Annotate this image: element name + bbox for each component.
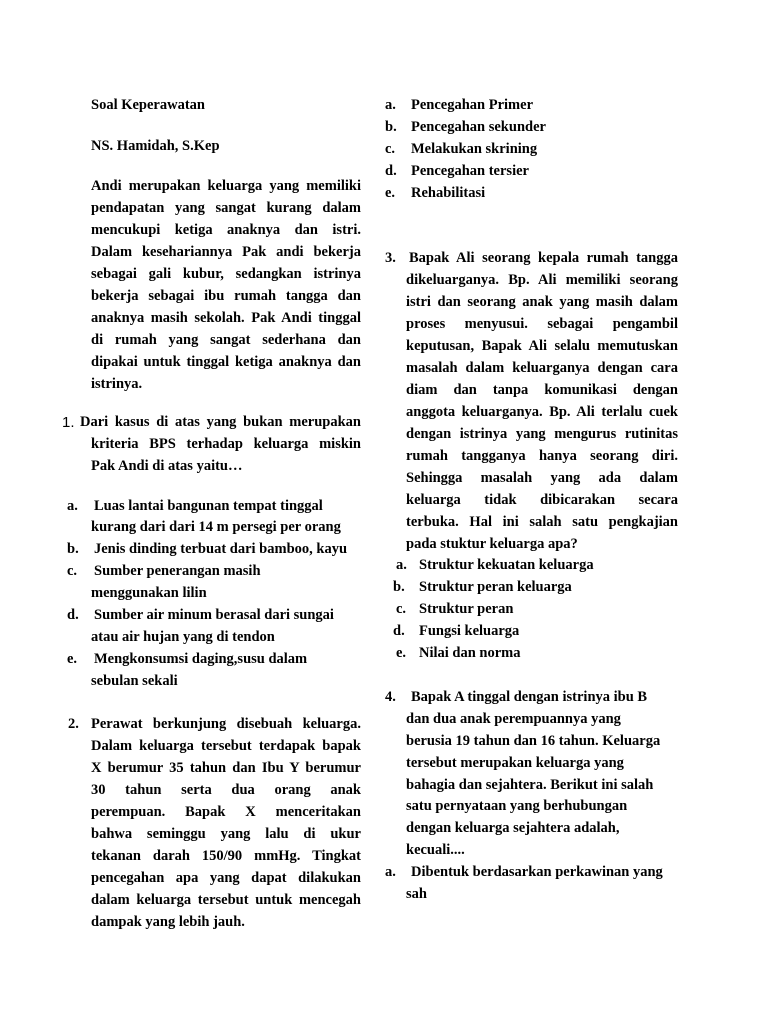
question-line: dan dua anak perempuannya yang <box>406 711 621 727</box>
question-line: tersebut merupakan keluarga yang <box>406 755 624 771</box>
case-line: dipakai untuk tinggal ketiga anaknya dan <box>91 354 361 370</box>
option-letter: a. <box>396 557 407 573</box>
question-number: 1. <box>62 414 75 431</box>
option-letter: d. <box>385 163 397 179</box>
option-letter: d. <box>393 623 405 639</box>
option-text: Struktur peran <box>419 601 514 617</box>
option-letter: a. <box>67 498 78 514</box>
option-letter: e. <box>67 651 78 667</box>
question-number: 3. <box>385 250 396 266</box>
option-text: sah <box>406 886 427 902</box>
question-line: satu pernyataan yang berhubungan <box>406 798 628 814</box>
option-text: Rehabilitasi <box>411 185 486 201</box>
question-line: berusia 19 tahun dan 16 tahun. Keluarga <box>406 733 661 749</box>
question-line: Dalam keluarga tersebut terdapak bapak <box>91 738 361 754</box>
case-line: Dalam kesehariannya Pak andi bekerja <box>91 244 361 260</box>
option-text: Pencegahan tersier <box>411 163 529 179</box>
option-text: atau air hujan yang di tendon <box>91 629 275 645</box>
question-line: pencegahan apa yang dapat dilakukan <box>91 870 361 886</box>
question-line: istri dan seorang anak yang masih dalam <box>406 294 678 310</box>
question-line: dampak yang lebih jauh. <box>91 914 245 930</box>
question-number: 4. <box>385 689 396 705</box>
case-line: istrinya. <box>91 376 143 392</box>
option-text: Fungsi keluarga <box>419 623 520 639</box>
question-line: keputusan, Bapak Ali selalu memutuskan <box>406 338 678 354</box>
question-line: Perawat berkunjung disebuah keluarga. <box>91 716 361 732</box>
option-text: kurang dari dari 14 m persegi per orang <box>91 519 341 535</box>
question-line: kecuali.... <box>406 842 465 858</box>
option-text: Mengkonsumsi daging,susu dalam <box>94 651 308 667</box>
case-line: mencukupi ketiga anaknya dan istri. <box>91 222 361 238</box>
document-author: NS. Hamidah, S.Kep <box>91 138 220 154</box>
option-text: Pencegahan Primer <box>411 97 534 113</box>
case-line: sebagai gali kubur, sedangkan istrinya <box>91 266 361 282</box>
option-text: Luas lantai bangunan tempat tinggal <box>94 498 323 514</box>
question-line: X berumur 35 tahun dan Ibu Y berumur <box>91 760 361 776</box>
case-line: bekerja sebagai ibu rumah tangga dan <box>91 288 361 304</box>
question-line: bahagia dan sejahtera. Berikut ini salah <box>406 777 654 793</box>
question-line: tekanan darah 150/90 mmHg. Tingkat <box>91 848 361 864</box>
option-letter: c. <box>385 141 396 157</box>
question-line: dikeluarganya. Bp. Ali memiliki seorang <box>406 272 678 288</box>
option-letter: b. <box>393 579 405 595</box>
option-letter: a. <box>385 97 396 113</box>
question-line: rumah tangganya hanya seorang diri. <box>406 448 678 464</box>
case-line: pendapatan yang sangat kurang dalam <box>91 200 361 216</box>
question-line: bahwa seminggu yang lalu di ukur <box>91 826 361 842</box>
option-text: Struktur kekuatan keluarga <box>419 557 594 573</box>
option-text: Dibentuk berdasarkan perkawinan yang <box>411 864 663 880</box>
case-line: anaknya masih sekolah. Pak Andi tinggal <box>91 310 361 326</box>
question-line: kriteria BPS terhadap keluarga miskin <box>91 436 361 452</box>
option-letter: a. <box>385 864 396 880</box>
question-line: dengan istrinya yang mengurus rutinitas <box>406 426 678 442</box>
question-line: Sehingga masalah yang ada dalam <box>406 470 678 486</box>
case-line: di rumah yang sangat sederhana dan <box>91 332 361 348</box>
option-text: Sumber penerangan masih <box>94 563 261 579</box>
option-text: Jenis dinding terbuat dari bamboo, kayu <box>94 541 348 557</box>
option-text: Struktur peran keluarga <box>419 579 572 595</box>
option-text: sebulan sekali <box>91 673 178 689</box>
option-letter: b. <box>67 541 79 557</box>
question-line: Pak Andi di atas yaitu… <box>91 458 243 474</box>
question-line: Dari kasus di atas yang bukan merupakan <box>80 414 361 430</box>
option-text: Melakukan skrining <box>411 141 538 157</box>
option-letter: b. <box>385 119 397 135</box>
option-letter: c. <box>67 563 78 579</box>
question-line: diam dan tanpa komunikasi dengan <box>406 382 678 398</box>
option-text: Sumber air minum berasal dari sungai <box>94 607 334 623</box>
case-line: Andi merupakan keluarga yang memiliki <box>91 178 361 194</box>
question-line: proses menyusui. sebagai pengambil <box>406 316 678 332</box>
option-text: Nilai dan norma <box>419 645 521 661</box>
question-line: masalah dalam keluarganya dengan cara <box>406 360 678 376</box>
option-letter: c. <box>396 601 407 617</box>
question-line: Bapak Ali seorang kepala rumah tangga <box>409 250 678 266</box>
question-line: terbuka. Hal ini salah satu pengkajian <box>406 514 678 530</box>
question-line: dengan keluarga sejahtera adalah, <box>406 820 620 836</box>
question-line: dalam keluarga tersebut untuk mencegah <box>91 892 361 908</box>
question-line: Bapak A tinggal dengan istrinya ibu B <box>411 689 648 705</box>
question-line: pada stuktur keluarga apa? <box>406 536 578 552</box>
question-number: 2. <box>68 716 79 732</box>
document-title: Soal Keperawatan <box>91 97 205 113</box>
question-line: perempuan. Bapak X menceritakan <box>91 804 361 820</box>
question-line: 30 tahun serta dua orang anak <box>91 782 361 798</box>
option-text: menggunakan lilin <box>91 585 207 601</box>
option-letter: e. <box>396 645 407 661</box>
question-line: anggota keluarganya. Bp. Ali terlalu cuek <box>406 404 678 420</box>
option-text: Pencegahan sekunder <box>411 119 546 135</box>
question-line: keluarga tidak dibicarakan secara <box>406 492 678 508</box>
option-letter: e. <box>385 185 396 201</box>
option-letter: d. <box>67 607 79 623</box>
